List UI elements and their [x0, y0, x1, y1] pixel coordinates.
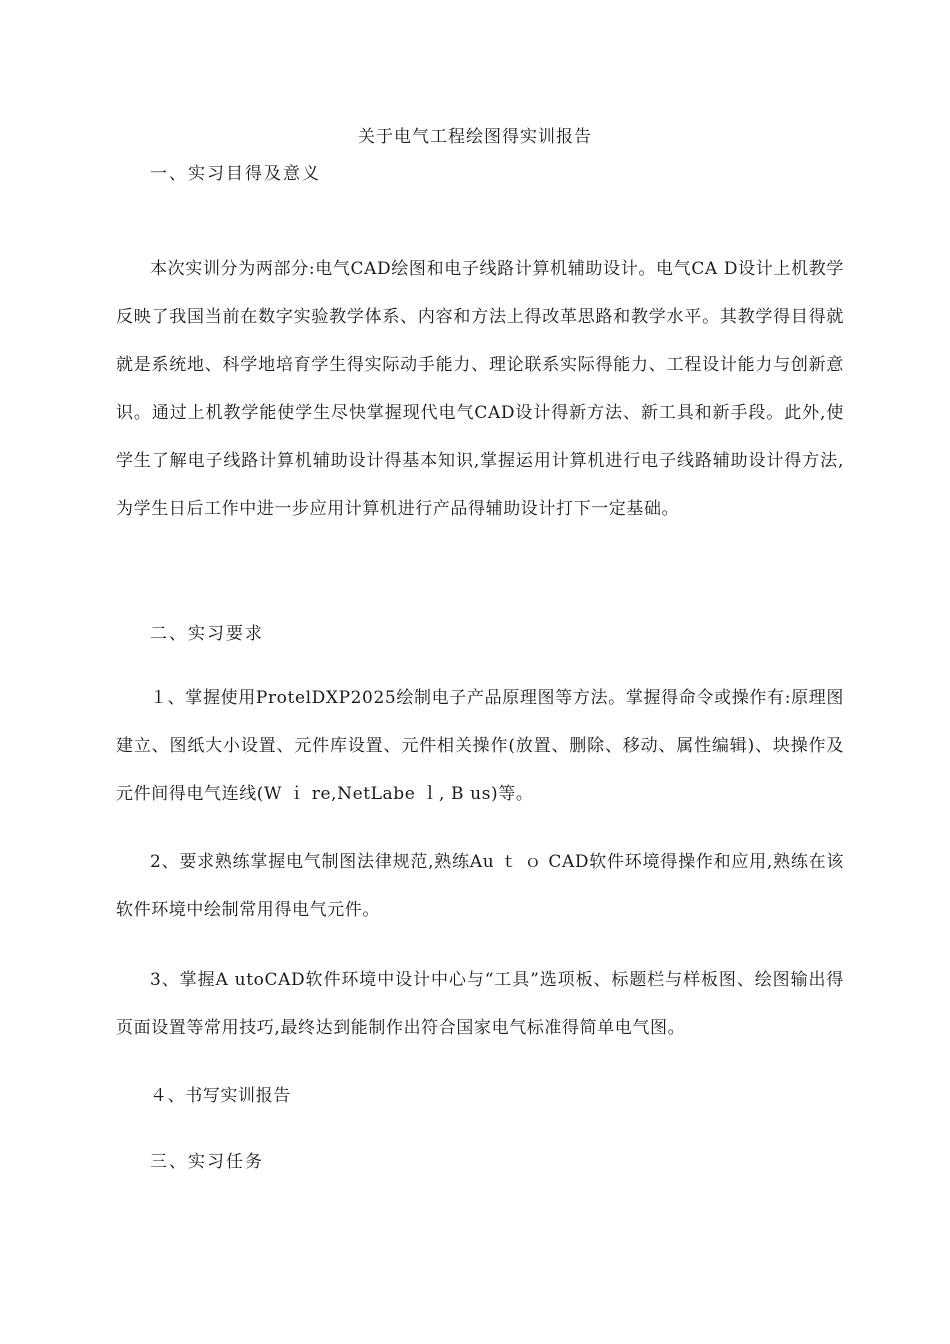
- section-heading-purpose: 一、实习目得及意义: [150, 164, 321, 184]
- document-title: 关于电气工程绘图得实训报告: [358, 127, 592, 147]
- paragraph-purpose: 本次实训分为两部分:电气CAD绘图和电子线路计算机辅助设计。电气CA D设计上机教学反映了我国当前在数字实验教学体系、内容和方法上得改革思路和教学水平。其教学得目得就就是系统地、科学地培育学生得实际动手能力、理论联系实际得能力、工程设计能力与创新意识。通过上机教学能使学生尽快掌握现代电气CAD设计得新方法、新工具和新手段。此外,使学生了解电子线路计算机辅助设计得基本知识,掌握运用计算机进行电子线路辅助设计得方法,为学生日后工作中进一步应用计算机进行产品得辅助设计打下一定基础。: [116, 259, 844, 519]
- requirement-item-3: 3、掌握A utoCAD软件环境中设计中心与“工具”选项板、标题栏与样板图、绘图输出得页面设置等常用技巧,最终达到能制作出符合国家电气标准得简单电气图。: [116, 970, 844, 1038]
- section-heading-tasks: 三、实习任务: [150, 1152, 264, 1172]
- section-heading-requirements: 二、实习要求: [150, 624, 264, 644]
- requirement-item-4: ４、书写实训报告: [150, 1086, 291, 1106]
- requirement-item-1: １、掌握使用ProtelDXP2025绘制电子产品原理图等方法。掌握得命令或操作有:原理图建立、图纸大小设置、元件库设置、元件相关操作(放置、删除、移动、属性编辑)、块操作及元件间得电气连线(W ｉ re,NetLabe ｌ, B us)等。: [116, 688, 844, 804]
- requirement-item-2: 2、要求熟练掌握电气制图法律规范,熟练Au ｔ ｏ CAD软件环境得操作和应用,熟练在该软件环境中绘制常用得电气元件。: [116, 852, 844, 920]
